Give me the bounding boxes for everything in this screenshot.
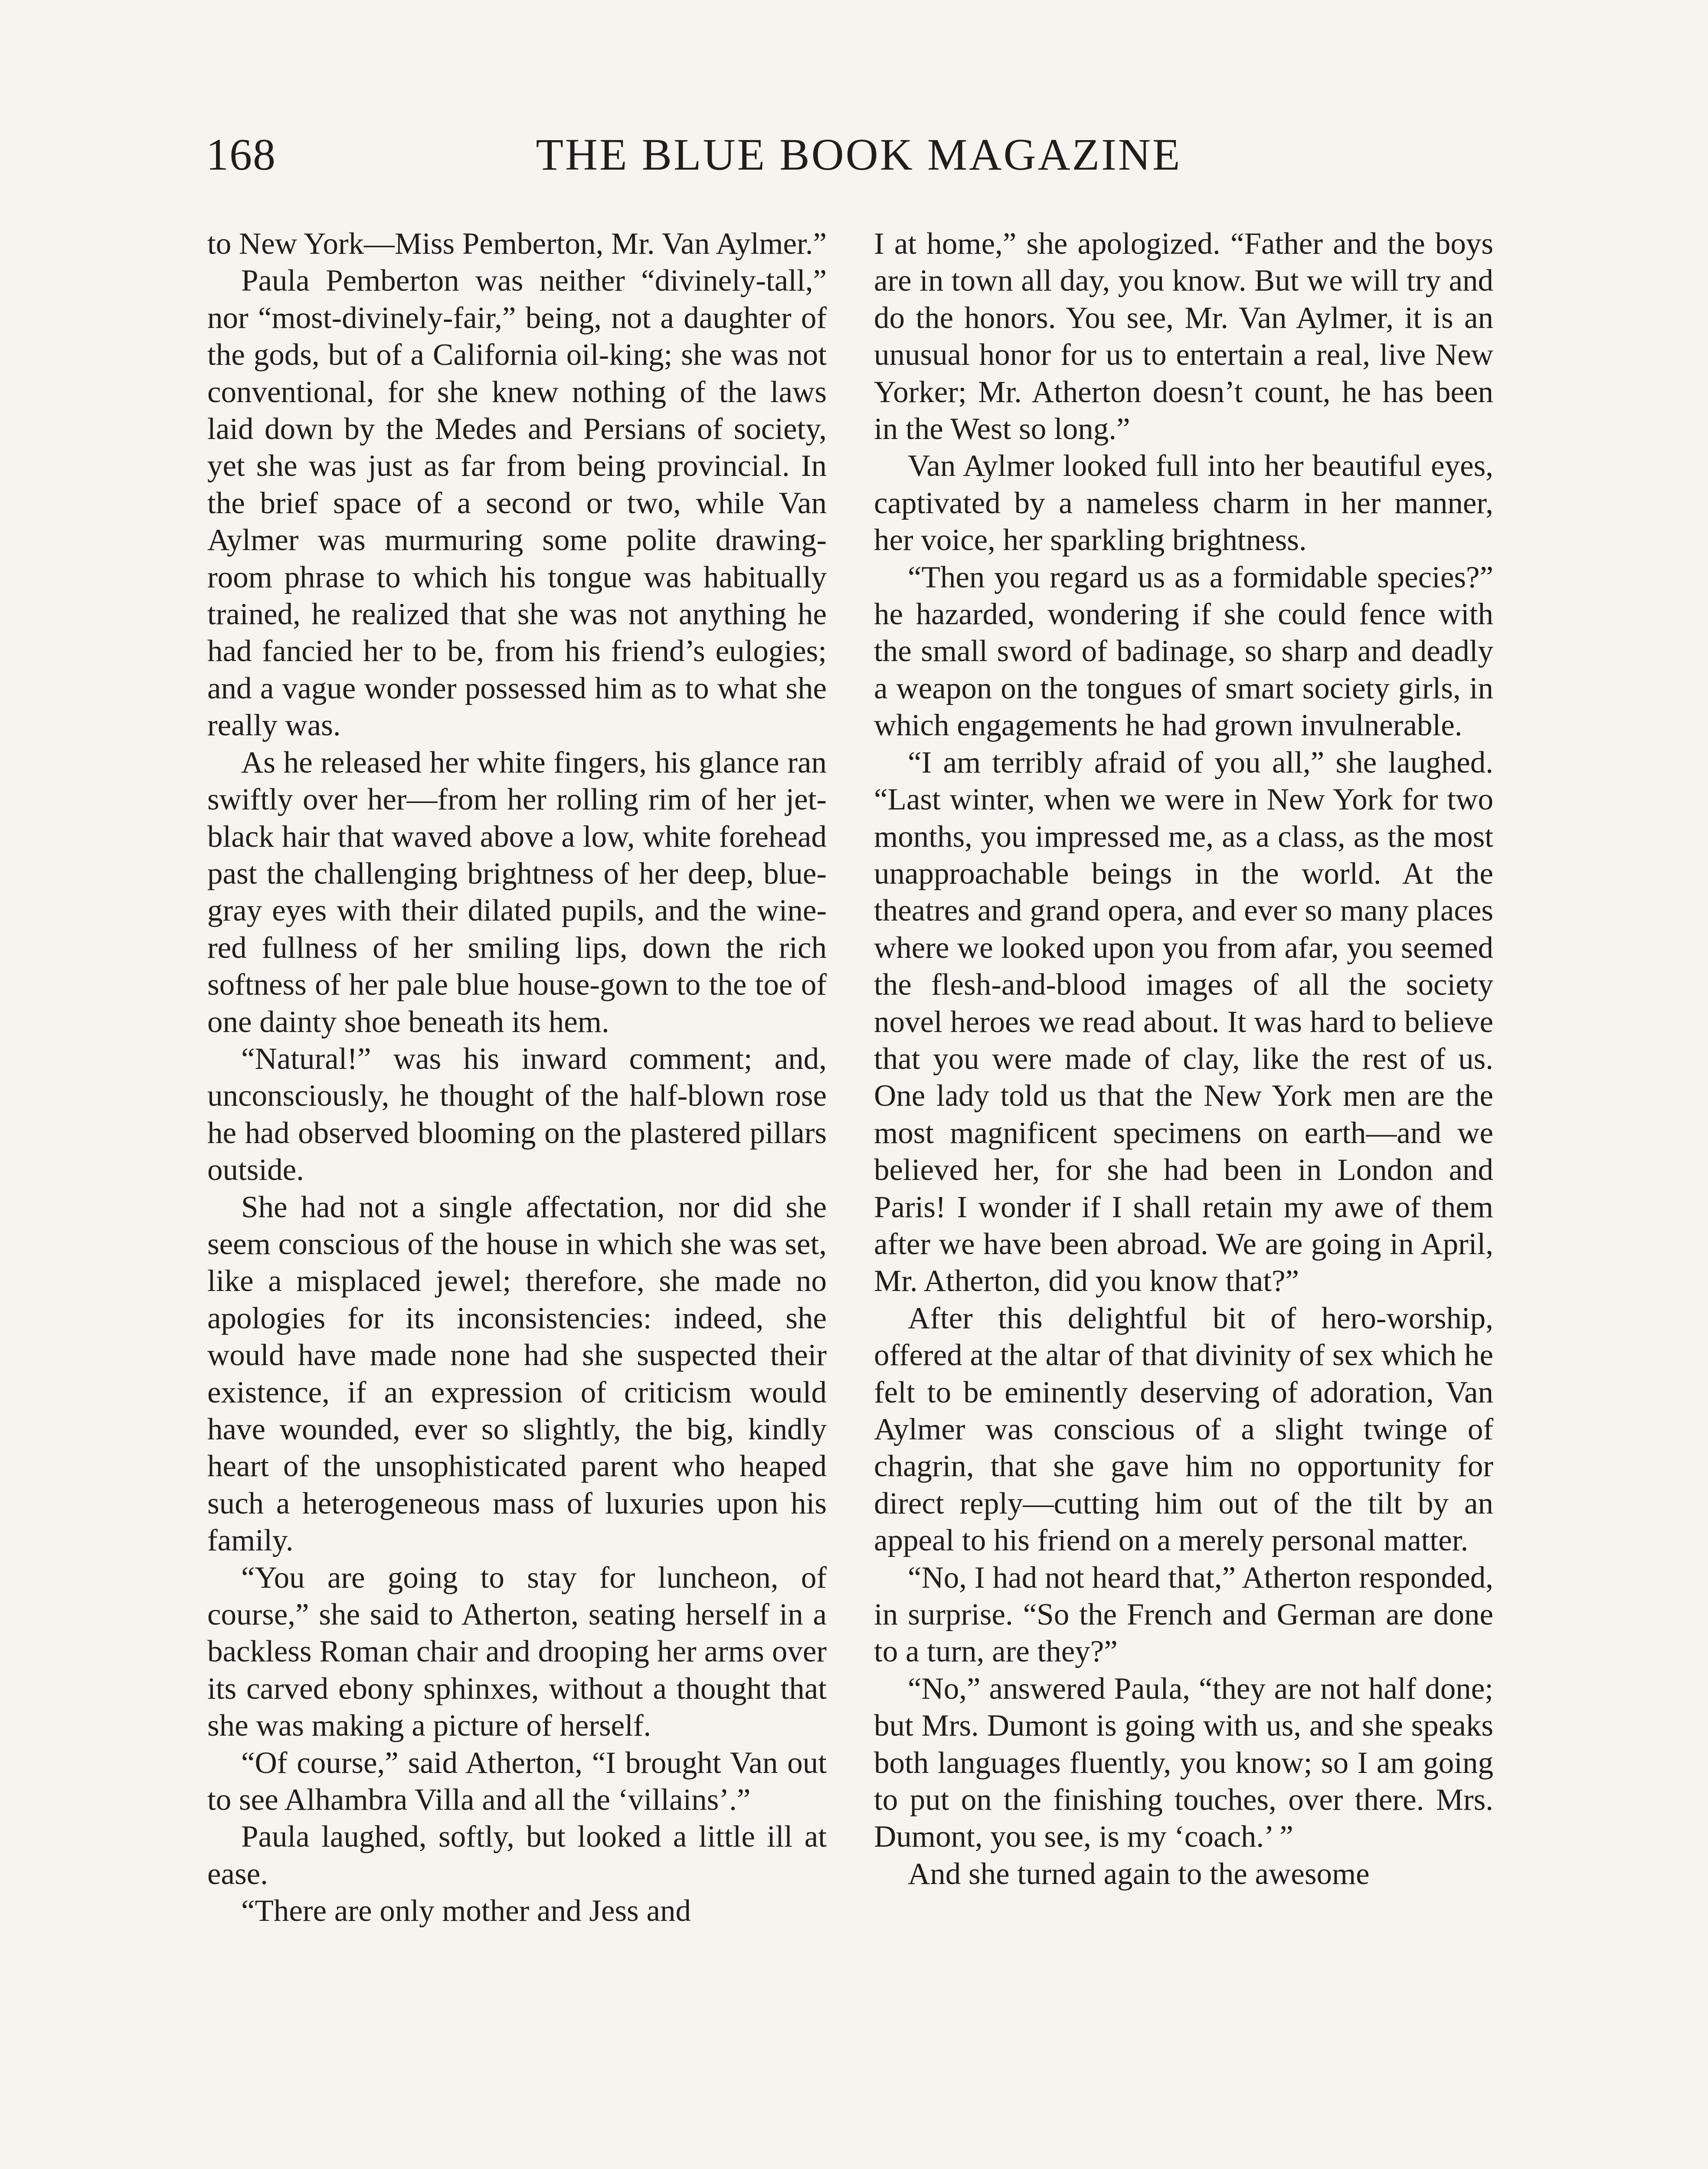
paragraph: Van Aylmer looked full into her beautiful eyes, captivated by a nameless charm in her manner, her voice, her sparkling brightness. (874, 449, 1493, 557)
paragraph: After this delightful bit of hero-worship, offered at the altar of that divinity of sex which he felt to be eminently deserving of adoration, Van Aylmer was conscious of a slight twinge of chagrin, that she gave him no opportunity for direct reply—cutting him out of the tilt by an appeal to his friend on a merely personal matter. (874, 1301, 1493, 1558)
paragraph: “No, I had not heard that,” Atherton responded, in surprise. “So the French and German are done to a turn, are they?” (874, 1560, 1493, 1669)
page-number: 168 (206, 130, 276, 180)
paragraph: “You are going to stay for luncheon, of course,” she said to Atherton, seating herself in a backless Roman chair and drooping her arms over its carved ebony sphinxes, without a thought that she was making a picture of herself. (207, 1560, 827, 1743)
left-column (207, 226, 827, 1930)
paragraph: I at home,” she apologized. “Father and the boys are in town all day, you know. But we will try and do the honors. You see, Mr. Van Aylmer, it is an unusual honor for us to entertain a real, live New Yorker; Mr. Atherton doesn’t count, he has been in the West so long.” (874, 227, 1493, 446)
paragraph: “There are only mother and Jess and (241, 1894, 691, 1928)
paragraph: As he released her white fingers, his glance ran swiftly over her—from her rolling rim of her jet-black hair that waved above a low, white forehead past the challenging brightness of her deep, blue-gray eyes with their dilated pupils, and the wine-red fullness of her smiling lips, down the rich softness of her pale blue house-gown to the toe of one dainty shoe beneath its hem. (207, 745, 827, 1039)
paragraph: “No,” answered Paula, “they are not half done; but Mrs. Dumont is going with us, and she speaks both languages fluently, you know; so I am going to put on the finishing touches, over there. Mrs. Dumont, you see, is my ‘coach.’ ” (874, 1671, 1493, 1854)
running-title: THE BLUE BOOK MAGAZINE (536, 130, 1182, 180)
right-column (874, 226, 1493, 1893)
paragraph: to New York—Miss Pemberton, Mr. Van Aylmer.” (207, 227, 827, 261)
paragraph: Paula Pemberton was neither “divinely-tall,” nor “most-divinely-fair,” being, not a daughter of the gods, but of a California oil-king; she was not conventional, for she knew nothing of the laws laid down by the Medes and Persians of society, yet she was just as far from being provincial. In the brief space of a second or two, while Van Aylmer was murmuring some polite drawing-room phrase to which his tongue was habitually trained, he realized that she was not anything he had fancied her to be, from his friend’s eulogies; and a vague wonder possessed him as to what she really was. (207, 264, 827, 743)
paragraph: She had not a single affectation, nor did she seem conscious of the house in which she was set, like a misplaced jewel; therefore, she made no apologies for its inconsistencies: indeed, she would have made none had she suspected their existence, if an expression of criticism would have wounded, ever so slightly, the big, kindly heart of the unsophisticated parent who heaped such a heterogeneous mass of luxuries upon his family. (207, 1190, 827, 1558)
paragraph: Paula laughed, softly, but looked a little ill at ease. (207, 1820, 827, 1891)
paragraph: “Then you regard us as a formidable species?” he hazarded, wondering if she could fence with the small sword of badinage, so sharp and deadly a weapon on the tongues of smart society girls, in which engagements he had grown invulnerable. (874, 560, 1493, 743)
paragraph: “Natural!” was his inward comment; and, unconsciously, he thought of the half-blown rose he had observed blooming on the plastered pillars outside. (207, 1042, 827, 1187)
paragraph: And she turned again to the awesome (908, 1857, 1370, 1891)
paragraph: “I am terribly afraid of you all,” she laughed. “Last winter, when we were in New York for two months, you impressed me, as a class, as the most unapproachable beings in the world. At the theatres and grand opera, and ever so many places where we looked upon you from afar, you seemed the flesh-and-blood images of all the society novel heroes we read about. It was hard to believe that you were made of clay, like the rest of us. One lady told us that the New York men are the most magnificent specimens on earth—and we believed her, for she had been in London and Paris! I wonder if I shall retain my awe of them after we have been abroad. We are going in April, Mr. Atherton, did you know that?” (874, 745, 1493, 1298)
paragraph: “Of course,” said Atherton, “I brought Van out to see Alhambra Villa and all the ‘villains’.” (207, 1746, 827, 1817)
